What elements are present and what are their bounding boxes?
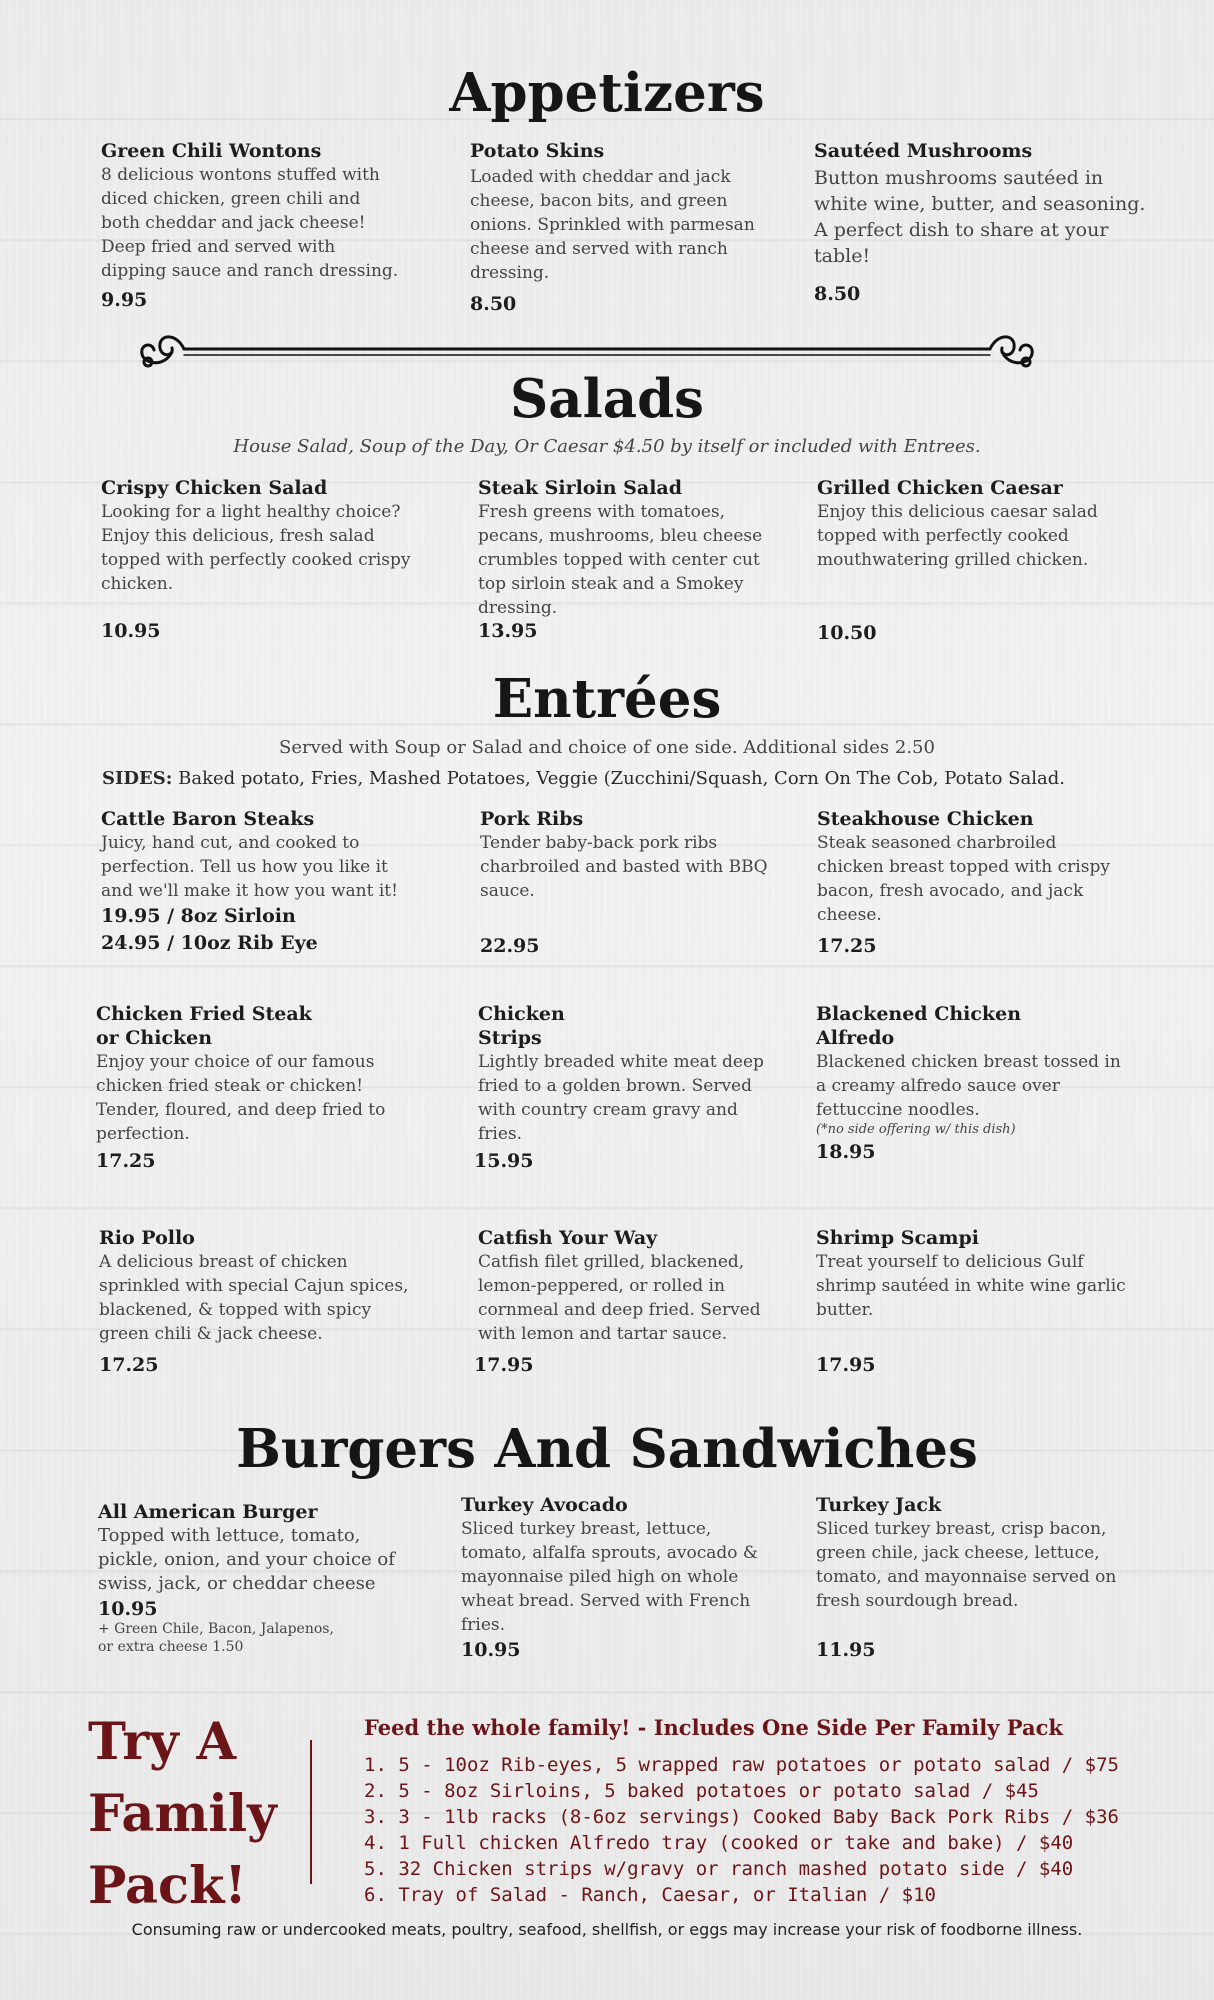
menu-item-turkey-jack — [816, 1493, 1136, 1661]
item-desc: Blackened chicken breast tossed in a creamy alfredo sauce over fettuccine noodles. — [816, 1052, 1121, 1120]
item-price: 15.95 — [474, 1150, 534, 1172]
item-name: Shrimp Scampi — [816, 1227, 979, 1249]
item-price: 10.95 — [461, 1639, 521, 1661]
item-desc: Enjoy this delicious caesar salad topped with perfectly cooked mouthwatering grilled chicken. — [817, 502, 1098, 570]
appetizers-title: Appetizers — [449, 62, 765, 124]
item-name: Cattle Baron Steaks — [101, 808, 315, 830]
menu-item-chicken-strips — [474, 1002, 778, 1172]
item-desc: Steak seasoned charbroiled chicken breast topped with crispy bacon, fresh avocado, and jack cheese. — [817, 833, 1110, 925]
item-desc: Loaded with cheddar and jack cheese, bacon bits, and green onions. Sprinkled with parmesan cheese and served with ranch dressing. — [470, 167, 755, 283]
menu-item-shrimp-scampi — [816, 1226, 1126, 1376]
item-name: Steak Sirloin Salad — [478, 477, 683, 499]
menu-item-grilled-chicken-caesar — [817, 476, 1127, 644]
sides-line — [102, 768, 1202, 789]
item-price: 9.95 — [101, 289, 148, 311]
item-desc: Juicy, hand cut, and cooked to perfection. Tell us how you like it and we'll make it how you want it! — [101, 833, 398, 901]
item-desc: Treat yourself to delicious Gulf shrimp sautéed in white wine garlic butter. — [816, 1252, 1126, 1320]
entrees-subtitle: Served with Soup or Salad and choice of one side. Additional sides 2.50 — [279, 737, 935, 758]
family-pack-item: 5. 32 Chicken strips w/gravy or ranch mashed potato side / $40 — [364, 1858, 1074, 1880]
menu-item-crispy-chicken-salad — [101, 476, 411, 642]
family-pack-item: 2. 5 - 8oz Sirloins, 5 baked potatoes or potato salad / $45 — [364, 1780, 1039, 1802]
entrees-title: Entrées — [492, 668, 722, 730]
item-name-line2: Strips — [478, 1027, 542, 1049]
item-price: 22.95 — [480, 935, 540, 957]
item-price: 17.95 — [816, 1354, 876, 1376]
item-name: Catfish Your Way — [478, 1227, 658, 1249]
item-name: Blackened Chicken — [816, 1003, 1022, 1025]
family-pack-title — [88, 1706, 277, 1922]
item-desc: Enjoy your choice of our famous chicken fried steak or chicken! Tender, floured, and deep fried to perfection. — [96, 1052, 386, 1144]
menu-item-green-chili-wontons — [101, 139, 401, 311]
item-desc: Catfish filet grilled, blackened, lemon-peppered, or rolled in cornmeal and deep fried. Served with lemon and tartar sauce. — [478, 1252, 761, 1344]
item-desc: Topped with lettuce, tomato, pickle, onion, and your choice of swiss, jack, or cheddar cheese — [98, 1525, 395, 1594]
family-pack-item: 4. 1 Full chicken Alfredo tray (cooked or take and bake) / $40 — [364, 1832, 1074, 1854]
item-name: Turkey Jack — [816, 1494, 942, 1516]
menu-item-blackened-chicken-alfredo — [816, 1002, 1136, 1163]
menu-item-steakhouse-chicken — [817, 807, 1127, 957]
item-addon-line2: or extra cheese 1.50 — [98, 1639, 244, 1655]
family-pack-item: 6. Tray of Salad - Ranch, Caesar, or Italian / $10 — [364, 1884, 936, 1906]
item-name: Grilled Chicken Caesar — [817, 477, 1063, 499]
item-name: Chicken — [478, 1003, 565, 1025]
item-note: (*no side offering w/ this dish) — [816, 1122, 1016, 1137]
item-name: Crispy Chicken Salad — [101, 477, 328, 499]
item-name: Turkey Avocado — [461, 1494, 628, 1516]
menu-item-pork-ribs — [480, 807, 780, 957]
family-heading: Feed the whole family! - Includes One Side Per Family Pack — [364, 1715, 1063, 1740]
menu-item-rio-pollo — [99, 1226, 409, 1376]
sides-text: Baked potato, Fries, Mashed Potatoes, Veggie (Zucchini/Squash, Corn On The Cob, Potato Salad. — [172, 768, 1065, 789]
item-name: Potato Skins — [470, 140, 605, 162]
item-price: 13.95 — [478, 620, 538, 642]
family-title-line1: Try A — [88, 1712, 237, 1772]
family-divider — [310, 1740, 312, 1884]
item-desc: Sliced turkey breast, crisp bacon, green chile, jack cheese, lettuce, tomato, and mayonnaise served on fresh sourdough bread. — [816, 1519, 1117, 1611]
menu-item-chicken-fried-steak — [96, 1002, 416, 1172]
item-name: Pork Ribs — [480, 808, 584, 830]
item-name: Rio Pollo — [99, 1227, 195, 1249]
menu-item-catfish-your-way — [474, 1226, 778, 1376]
item-desc: Looking for a light healthy choice? Enjoy this delicious, fresh salad topped with perfectly cooked crispy chicken. — [101, 502, 411, 594]
item-desc: Sliced turkey breast, lettuce, tomato, alfalfa sprouts, avocado & mayonnaise piled high on whole wheat bread. Served with French fries. — [461, 1519, 759, 1635]
item-desc: Lightly breaded white meat deep fried to a golden brown. Served with country cream gravy and fries. — [478, 1052, 764, 1144]
burgers-title: Burgers And Sandwiches — [236, 1418, 978, 1480]
item-price: 17.25 — [96, 1150, 156, 1172]
item-price: 10.95 — [101, 620, 161, 642]
item-price: 18.95 — [816, 1141, 876, 1163]
item-name: Sautéed Mushrooms — [814, 140, 1033, 162]
salads-title: Salads — [510, 368, 704, 430]
item-addon: + Green Chile, Bacon, Jalapenos, — [98, 1621, 334, 1637]
menu-item-potato-skins — [470, 139, 770, 315]
item-name: Steakhouse Chicken — [817, 808, 1034, 830]
menu-item-all-american-burger — [98, 1500, 418, 1656]
food-safety-disclaimer: Consuming raw or undercooked meats, poultry, seafood, shellfish, or eggs may increase your risk of foodborne illness. — [131, 1920, 1083, 1939]
item-price: 10.95 — [98, 1598, 158, 1620]
item-price: 17.25 — [817, 935, 877, 957]
item-price: 17.25 — [99, 1354, 159, 1376]
item-price: 8.50 — [814, 283, 861, 305]
family-title-line3: Pack! — [88, 1856, 247, 1916]
item-price: 19.95 / 8oz Sirloin — [101, 905, 296, 927]
family-pack-item: 3. 3 - 1lb racks (8-6oz servings) Cooked Baby Back Pork Ribs / $36 — [364, 1806, 1119, 1828]
item-price: 11.95 — [816, 1639, 876, 1661]
family-title-line2: Family — [88, 1784, 277, 1844]
item-price: 10.50 — [817, 622, 877, 644]
item-desc: Fresh greens with tomatoes, pecans, mushrooms, bleu cheese crumbles topped with center cut top sirloin steak and a Smokey dressing. — [478, 502, 763, 618]
item-name: Chicken Fried Steak — [96, 1003, 312, 1025]
item-desc: 8 delicious wontons stuffed with diced chicken, green chili and both cheddar and jack cheese! Deep fried and served with dipping sauce and ranch dressing. — [101, 165, 399, 281]
item-desc: A delicious breast of chicken sprinkled with special Cajun spices, blackened, & topped with spicy green chili & jack cheese. — [99, 1252, 409, 1344]
item-price: 8.50 — [470, 293, 517, 315]
item-name-line2: Alfredo — [816, 1027, 895, 1049]
item-name: Green Chili Wontons — [101, 140, 322, 162]
salads-subtitle: House Salad, Soup of the Day, Or Caesar $4.50 by itself or included with Entrees. — [233, 436, 981, 457]
item-price: 17.95 — [474, 1354, 534, 1376]
menu-item-sauteed-mushrooms — [814, 139, 1154, 305]
item-name: All American Burger — [98, 1501, 318, 1523]
sides-label: SIDES: — [102, 768, 173, 789]
menu-item-steak-sirloin-salad — [478, 476, 778, 642]
item-desc: Button mushrooms sautéed in white wine, butter, and seasoning. A perfect dish to share at your table! — [814, 167, 1146, 267]
item-price-alt: 24.95 / 10oz Rib Eye — [101, 932, 318, 954]
item-desc: Tender baby-back pork ribs charbroiled and basted with BBQ sauce. — [480, 833, 768, 901]
family-pack-item: 1. 5 - 10oz Rib-eyes, 5 wrapped raw potatoes or potato salad / $75 — [364, 1754, 1119, 1776]
menu-item-turkey-avocado — [461, 1493, 771, 1661]
menu-item-cattle-baron-steaks — [101, 807, 421, 957]
family-pack-list — [364, 1752, 1184, 1908]
item-name-line2: or Chicken — [96, 1027, 213, 1049]
